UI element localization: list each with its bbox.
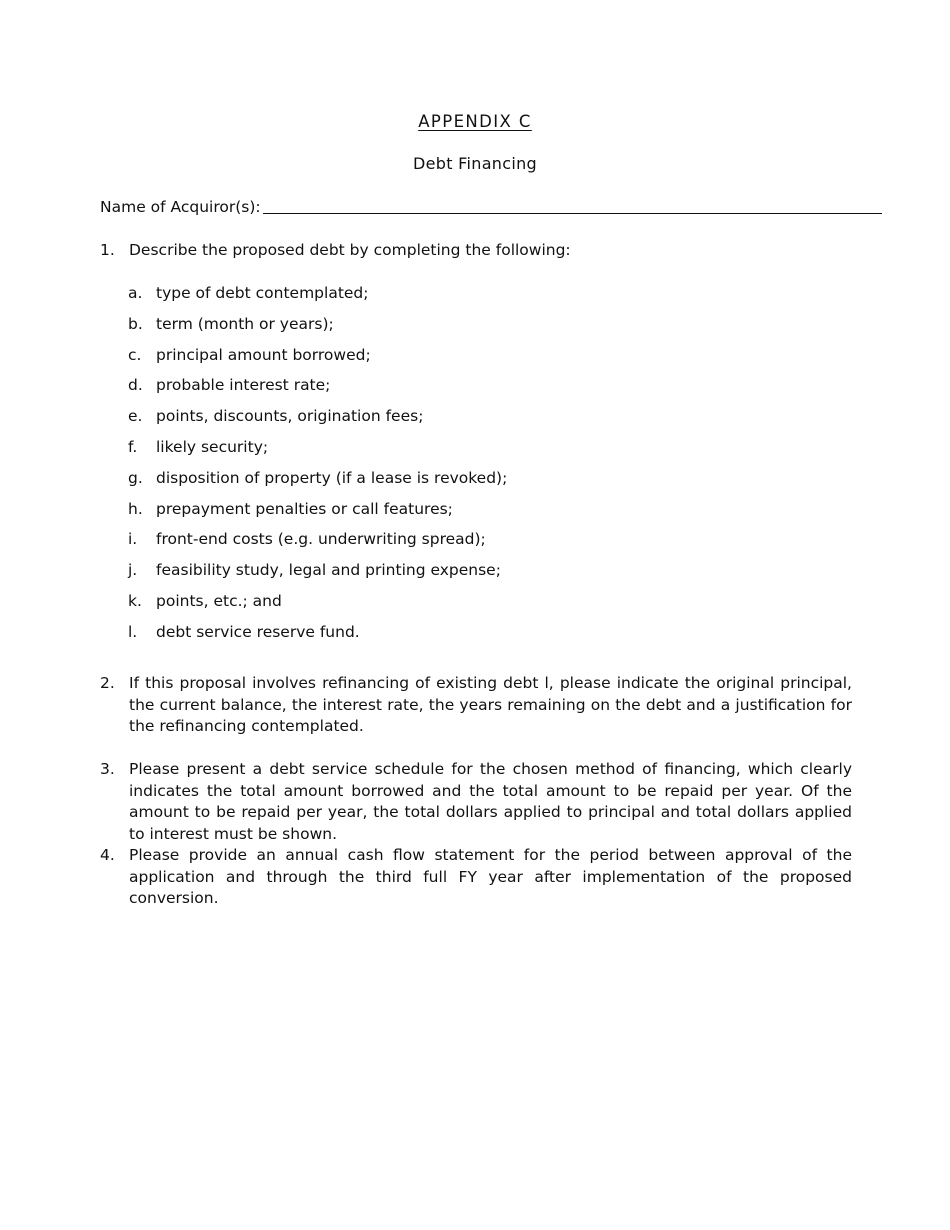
list-item (128, 622, 507, 653)
list-item (128, 468, 507, 499)
question-text: Describe the proposed debt by completing the following: (129, 241, 571, 259)
question-2 (100, 673, 852, 738)
question-number: 2. (100, 674, 115, 692)
list-item (128, 406, 507, 437)
list-item-text: likely security; (156, 437, 269, 456)
list-item-text: principal amount borrowed; (156, 345, 371, 364)
list-item-letter: c. (128, 345, 142, 364)
question-4 (100, 845, 852, 910)
list-item-text: feasibility study, legal and printing expense; (156, 561, 501, 580)
question-text: Please present a debt service schedule for the chosen method of financing, which clearly indicates the total amount borrowed and the total amount to be repaid per year. Of the amount to be repaid per year, the total dollars applied to principal and total dollars applied to interest must be shown. (129, 760, 852, 843)
question-text: Please provide an annual cash flow statement for the period between approval of the application and through the third full FY year after implementation of the proposed conversion. (129, 846, 852, 907)
list-item (128, 591, 507, 622)
list-item (128, 375, 507, 406)
list-item (128, 437, 507, 468)
page-title (0, 112, 950, 131)
list-item-letter: j. (128, 561, 138, 580)
list-item-text: disposition of property (if a lease is revoked); (156, 468, 508, 487)
question-3 (100, 759, 852, 845)
page-subtitle: Debt Financing (413, 154, 537, 173)
list-item-letter: k. (128, 591, 142, 610)
acquiror-name-field[interactable] (263, 197, 882, 214)
list-item (128, 314, 507, 345)
list-item (128, 499, 507, 530)
list-item-letter: i. (128, 530, 138, 549)
question-number: 1. (100, 241, 115, 259)
list-item-text: front-end costs (e.g. underwriting spread); (156, 530, 486, 549)
list-item-text: debt service reserve fund. (156, 622, 360, 641)
debt-details-list (128, 283, 507, 653)
list-item-letter: l. (128, 622, 138, 641)
list-item-text: points, discounts, origination fees; (156, 407, 424, 426)
list-item-letter: a. (128, 284, 143, 302)
appendix-title: APPENDIX C (418, 112, 532, 131)
list-item (128, 560, 507, 591)
list-item-letter: g. (128, 468, 143, 487)
list-item (128, 529, 507, 560)
question-text: If this proposal involves refinancing of existing debt l, please indicate the original principal, the current balance, the interest rate, the years remaining on the debt and a justification for the refinancing contemplated. (129, 674, 852, 735)
list-item (128, 345, 507, 376)
acquiror-name-label: Name of Acquiror(s): (100, 198, 261, 216)
list-item-letter: d. (128, 376, 143, 395)
list-item-letter: e. (128, 407, 143, 426)
question-number: 4. (100, 846, 115, 864)
list-item-text: prepayment penalties or call features; (156, 499, 453, 518)
list-item-text: points, etc.; and (156, 591, 282, 610)
list-item-letter: f. (128, 437, 138, 456)
question-1 (100, 240, 852, 262)
list-item (128, 283, 507, 314)
acquiror-name-row (100, 197, 882, 216)
list-item-text: type of debt contemplated; (156, 284, 369, 302)
list-item-text: term (month or years); (156, 314, 334, 333)
list-item-letter: b. (128, 314, 143, 333)
list-item-letter: h. (128, 499, 143, 518)
question-number: 3. (100, 760, 115, 778)
list-item-text: probable interest rate; (156, 376, 331, 395)
